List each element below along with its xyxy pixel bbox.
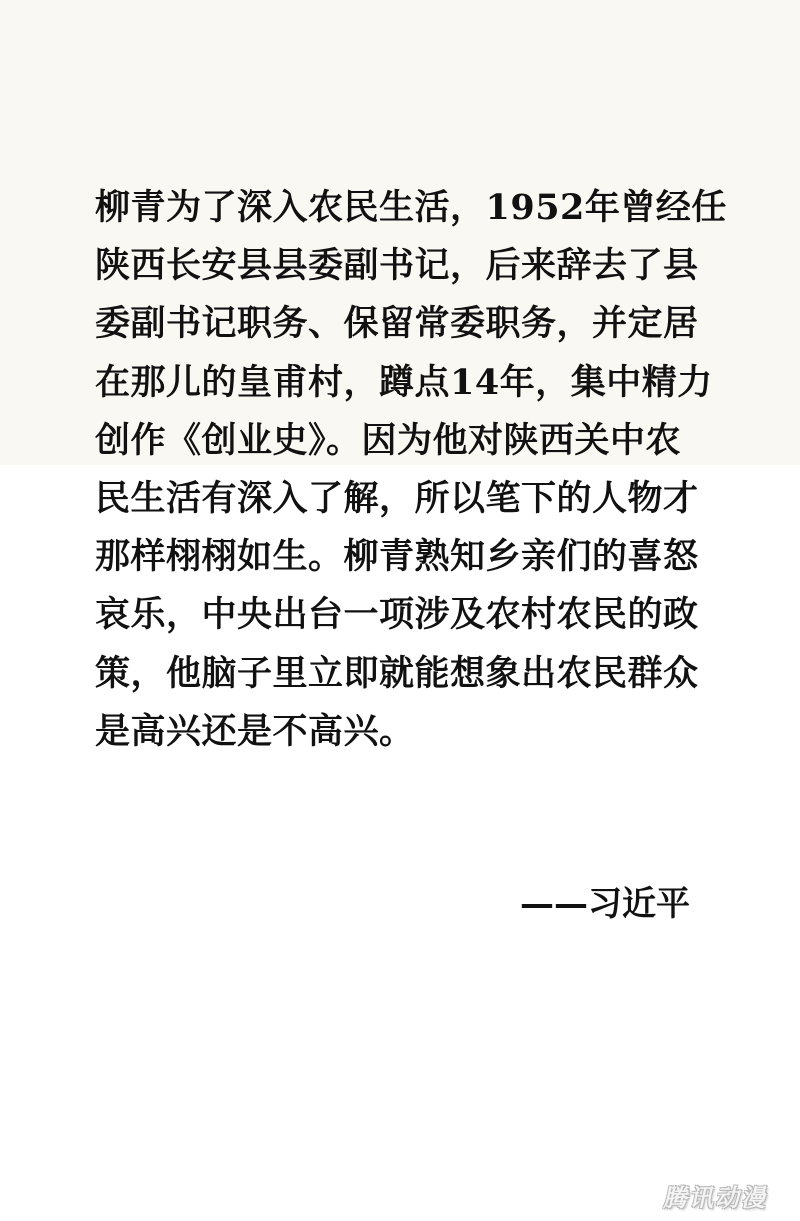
watermark-text: 腾讯动漫 (661, 1183, 772, 1212)
quote-line: 创作《创业史》。因为他对陕西关中农 (95, 419, 682, 461)
quote-line: 那样栩栩如生。柳青熟知乡亲们的喜怒 (95, 536, 699, 578)
quote-line: 策，他脑子里立即就能想象出农民群众 (95, 652, 699, 694)
quote-line: 柳青为了深入农民生活，1952年曾经任 (95, 187, 727, 228)
quote-line: 在那儿的皇甫村，蹲点14年，集中精力 (95, 361, 713, 403)
quote-line: 民生活有深入了解，所以笔下的人物才 (95, 477, 699, 519)
quote-line: 委副书记职务、保留常委职务，并定居 (95, 303, 699, 345)
quote-line: 哀乐，中央出台一项涉及农村农民的政 (95, 594, 699, 636)
watermark-logo (651, 1177, 784, 1213)
quote-text-block (95, 187, 727, 770)
quote-line: 陕西长安县县委副书记，后来辞去了县 (95, 245, 699, 287)
quote-line: 是高兴还是不高兴。 (95, 710, 415, 752)
quote-attribution: ——习近平 (520, 884, 690, 924)
